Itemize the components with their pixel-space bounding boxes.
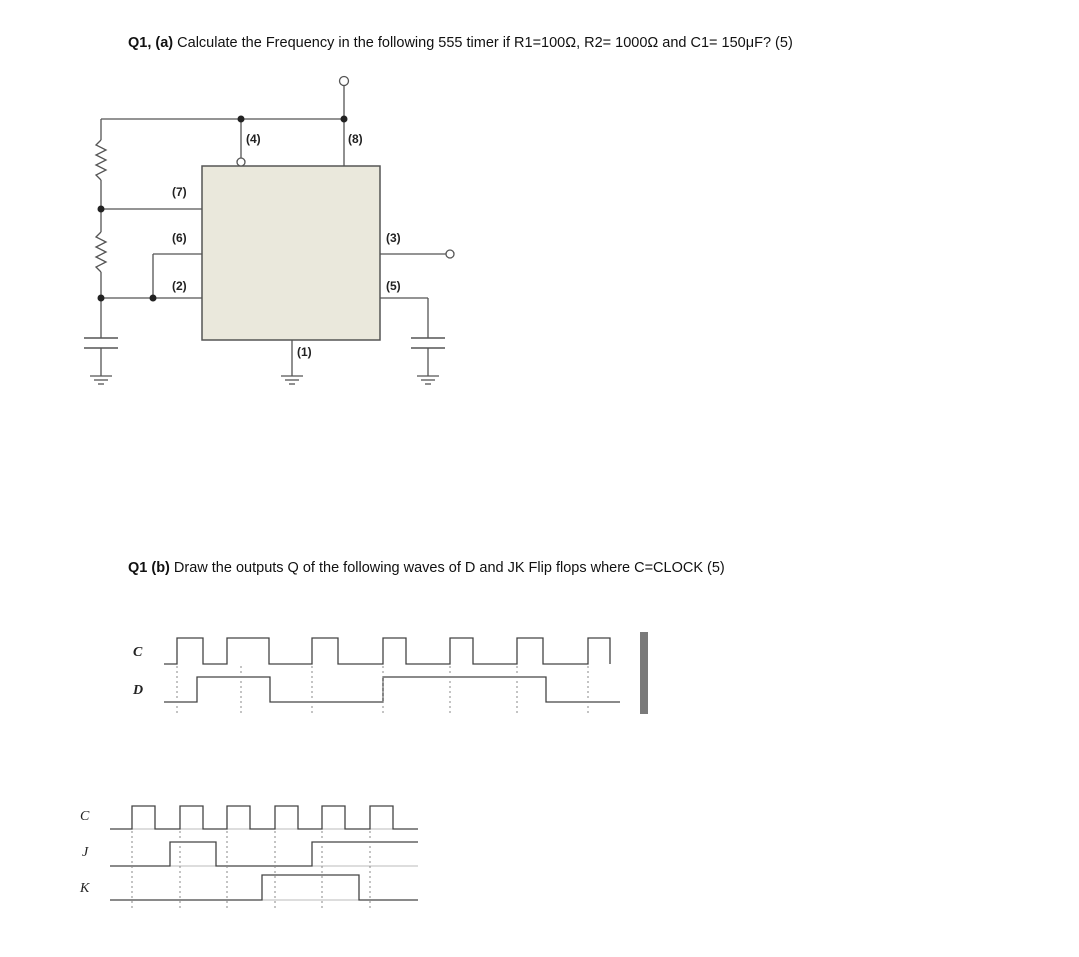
pin-label-5: (5) xyxy=(386,279,401,293)
pin-label-2: (2) xyxy=(172,279,187,293)
ground-icon xyxy=(281,376,303,384)
resistor-r1 xyxy=(96,140,106,180)
timer-chip-body xyxy=(202,166,380,340)
vcc-terminal xyxy=(340,77,349,86)
jk-wave-j-signal xyxy=(110,842,418,866)
d-wave-clock-label: C xyxy=(133,645,143,660)
d-wave-end-bar xyxy=(640,632,648,714)
jk-wave-k-label: K xyxy=(80,881,90,896)
d-flipflop-waveforms xyxy=(132,632,648,714)
jk-flipflop-waveforms xyxy=(79,806,418,908)
d-wave-clock-signal xyxy=(164,638,610,664)
pin-label-8: (8) xyxy=(348,132,363,146)
d-wave-d-label: D xyxy=(133,683,144,698)
pin-label-1: (1) xyxy=(297,345,312,359)
question-1b-text: Draw the outputs Q of the following waves of D and JK Flip flops where C=CLOCK (5) xyxy=(169,560,725,576)
jk-wave-j-label: J xyxy=(82,845,89,860)
pin4-bubble xyxy=(237,158,245,166)
question-1a-text: Calculate the Frequency in the following 555 timer if R1=100Ω, R2= 1000Ω and C1= 150μF? (5) xyxy=(173,35,793,51)
question-1a-label: Q1, (a) xyxy=(128,35,174,51)
output-terminal xyxy=(446,250,454,258)
jk-wave-clock-label: C xyxy=(80,809,90,824)
d-wave-d-signal xyxy=(164,677,620,702)
pin-label-3: (3) xyxy=(386,231,401,245)
resistor-r2 xyxy=(96,232,106,272)
pin-label-4: (4) xyxy=(246,132,261,146)
pin-label-6: (6) xyxy=(172,231,187,245)
pin-label-7: (7) xyxy=(172,185,187,199)
ground-icon xyxy=(417,376,439,384)
ground-icon xyxy=(90,376,112,384)
question-1b-label: Q1 (b) xyxy=(128,560,170,576)
jk-wave-clock-signal xyxy=(110,806,418,829)
jk-wave-k-signal xyxy=(110,875,418,900)
